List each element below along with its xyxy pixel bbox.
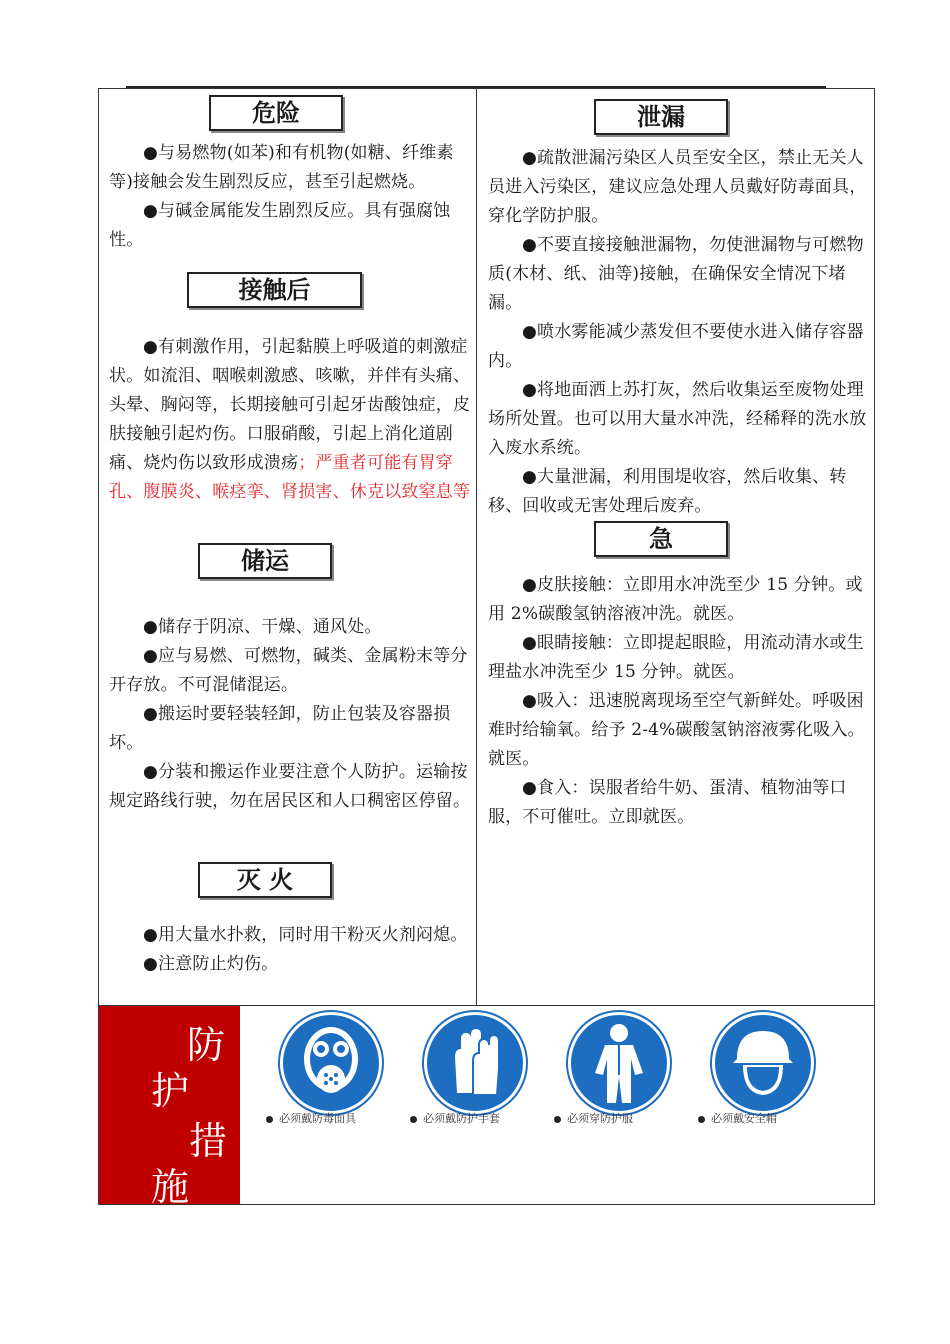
protection-char: 施: [151, 1165, 190, 1209]
storage-item: ●储存于阴凉、干燥、通风处。: [143, 617, 382, 637]
storage-section: [109, 613, 474, 816]
leak-item: ●疏散泄漏污染区人员至安全区，禁止无关人员进入污染区，建议应急处理人员戴好防毒面具，穿化学防护服。: [488, 148, 867, 226]
protection-char: 护: [151, 1069, 190, 1113]
leak-item: ●将地面洒上苏打灰，然后收集运至废物处理场所处置。也可以用大量水冲洗，经稀释的洗水放入废水系统。: [488, 380, 867, 458]
emergency-item: ●眼睛接触：立即提起眼睑，用流动清水或生理盐水冲洗至少 15 分钟。就医。: [488, 633, 864, 682]
leak-item: ●喷水雾能减少蒸发但不要使水进入储存容器内。: [488, 322, 864, 371]
fire-item: ●注意防止灼伤。: [143, 954, 279, 974]
protection-label-box: [99, 1006, 240, 1209]
sign-label: 必须戴防护手套: [423, 1112, 500, 1125]
danger-section: [109, 139, 474, 255]
fire-heading: 灭 火: [198, 862, 332, 898]
protection-char: 措: [189, 1119, 228, 1163]
storage-item: ●应与易燃、可燃物，碱类、金属粉末等分开存放。不可混储混运。: [109, 646, 468, 695]
leak-item: ●不要直接接触泄漏物，勿使泄漏物与可燃物质(木材、纸、油等)接触，在确保安全情况下堵漏。: [488, 235, 864, 313]
emergency-section: [488, 571, 872, 832]
sign-label: 必须戴防毒面具: [279, 1112, 356, 1125]
gloves-icon: [424, 1012, 526, 1114]
emergency-item: ●吸入：迅速脱离现场至空气新鲜处。呼吸困难时给输氧。给予 2-4%碳酸氢钠溶液雾化吸入。就医。: [488, 691, 865, 769]
leak-heading: 泄漏: [594, 99, 728, 135]
fire-section: [109, 921, 474, 979]
protective-suit-icon: [568, 1012, 670, 1114]
danger-heading: 危险: [209, 95, 343, 131]
gas-mask-icon: [280, 1012, 382, 1114]
danger-item: ●与碱金属能发生剧烈反应。具有强腐蚀性。: [109, 201, 451, 250]
column-divider: [476, 88, 477, 1006]
sign-gloves: [410, 1012, 540, 1125]
protection-char: 防: [187, 1023, 226, 1067]
fire-item: ●用大量水扑救，同时用干粉灭火剂闷熄。: [143, 925, 468, 945]
emergency-item: ●皮肤接触：立即用水冲洗至少 15 分钟。或用 2%碳酸氢钠溶液冲洗。就医。: [488, 575, 863, 624]
contact-item: ●有刺激作用，引起黏膜上呼吸道的刺激症状。如流泪、咽喉刺激感、咳嗽，并伴有头痛、头晕、胸闷等，长期接触可引起牙齿酸蚀症，皮肤接触引起灼伤。口服硝酸，引起上消化道剧痛、烧灼伤以致形成溃疡: [109, 337, 471, 473]
leak-section: [488, 144, 872, 521]
helmet-icon: [712, 1012, 814, 1114]
leak-item: ●大量泄漏，利用围堤收容，然后收集、转移、回收或无害处理后废弃。: [488, 467, 847, 516]
emergency-heading: 急: [594, 521, 728, 557]
sign-protective-suit: [554, 1012, 684, 1125]
storage-item: ●搬运时要轻装轻卸，防止包装及容器损坏。: [109, 704, 451, 753]
emergency-item: ●食入：误服者给牛奶、蛋清、植物油等口服，不可催吐。立即就医。: [488, 778, 847, 827]
contact-heading: 接触后: [187, 272, 362, 308]
sign-label: 必须穿防护服: [567, 1112, 633, 1125]
storage-heading: 储运: [198, 543, 332, 579]
sign-gas-mask: [266, 1012, 396, 1125]
sign-helmet: [698, 1012, 828, 1125]
storage-item: ●分装和搬运作业要注意个人防护。运输按规定路线行驶，勿在居民区和人口稠密区停留。: [109, 762, 471, 811]
contact-warning-text: ；严重者可能有胃穿孔、腹膜炎、喉痉挛、肾损害、休克以致窒息等: [109, 453, 471, 502]
danger-item: ●与易燃物(如苯)和有机物(如糖、纤维素等)接触会发生剧烈反应，甚至引起燃烧。: [109, 143, 454, 192]
sign-label: 必须戴安全帽: [711, 1112, 777, 1125]
contact-section: [109, 333, 474, 507]
